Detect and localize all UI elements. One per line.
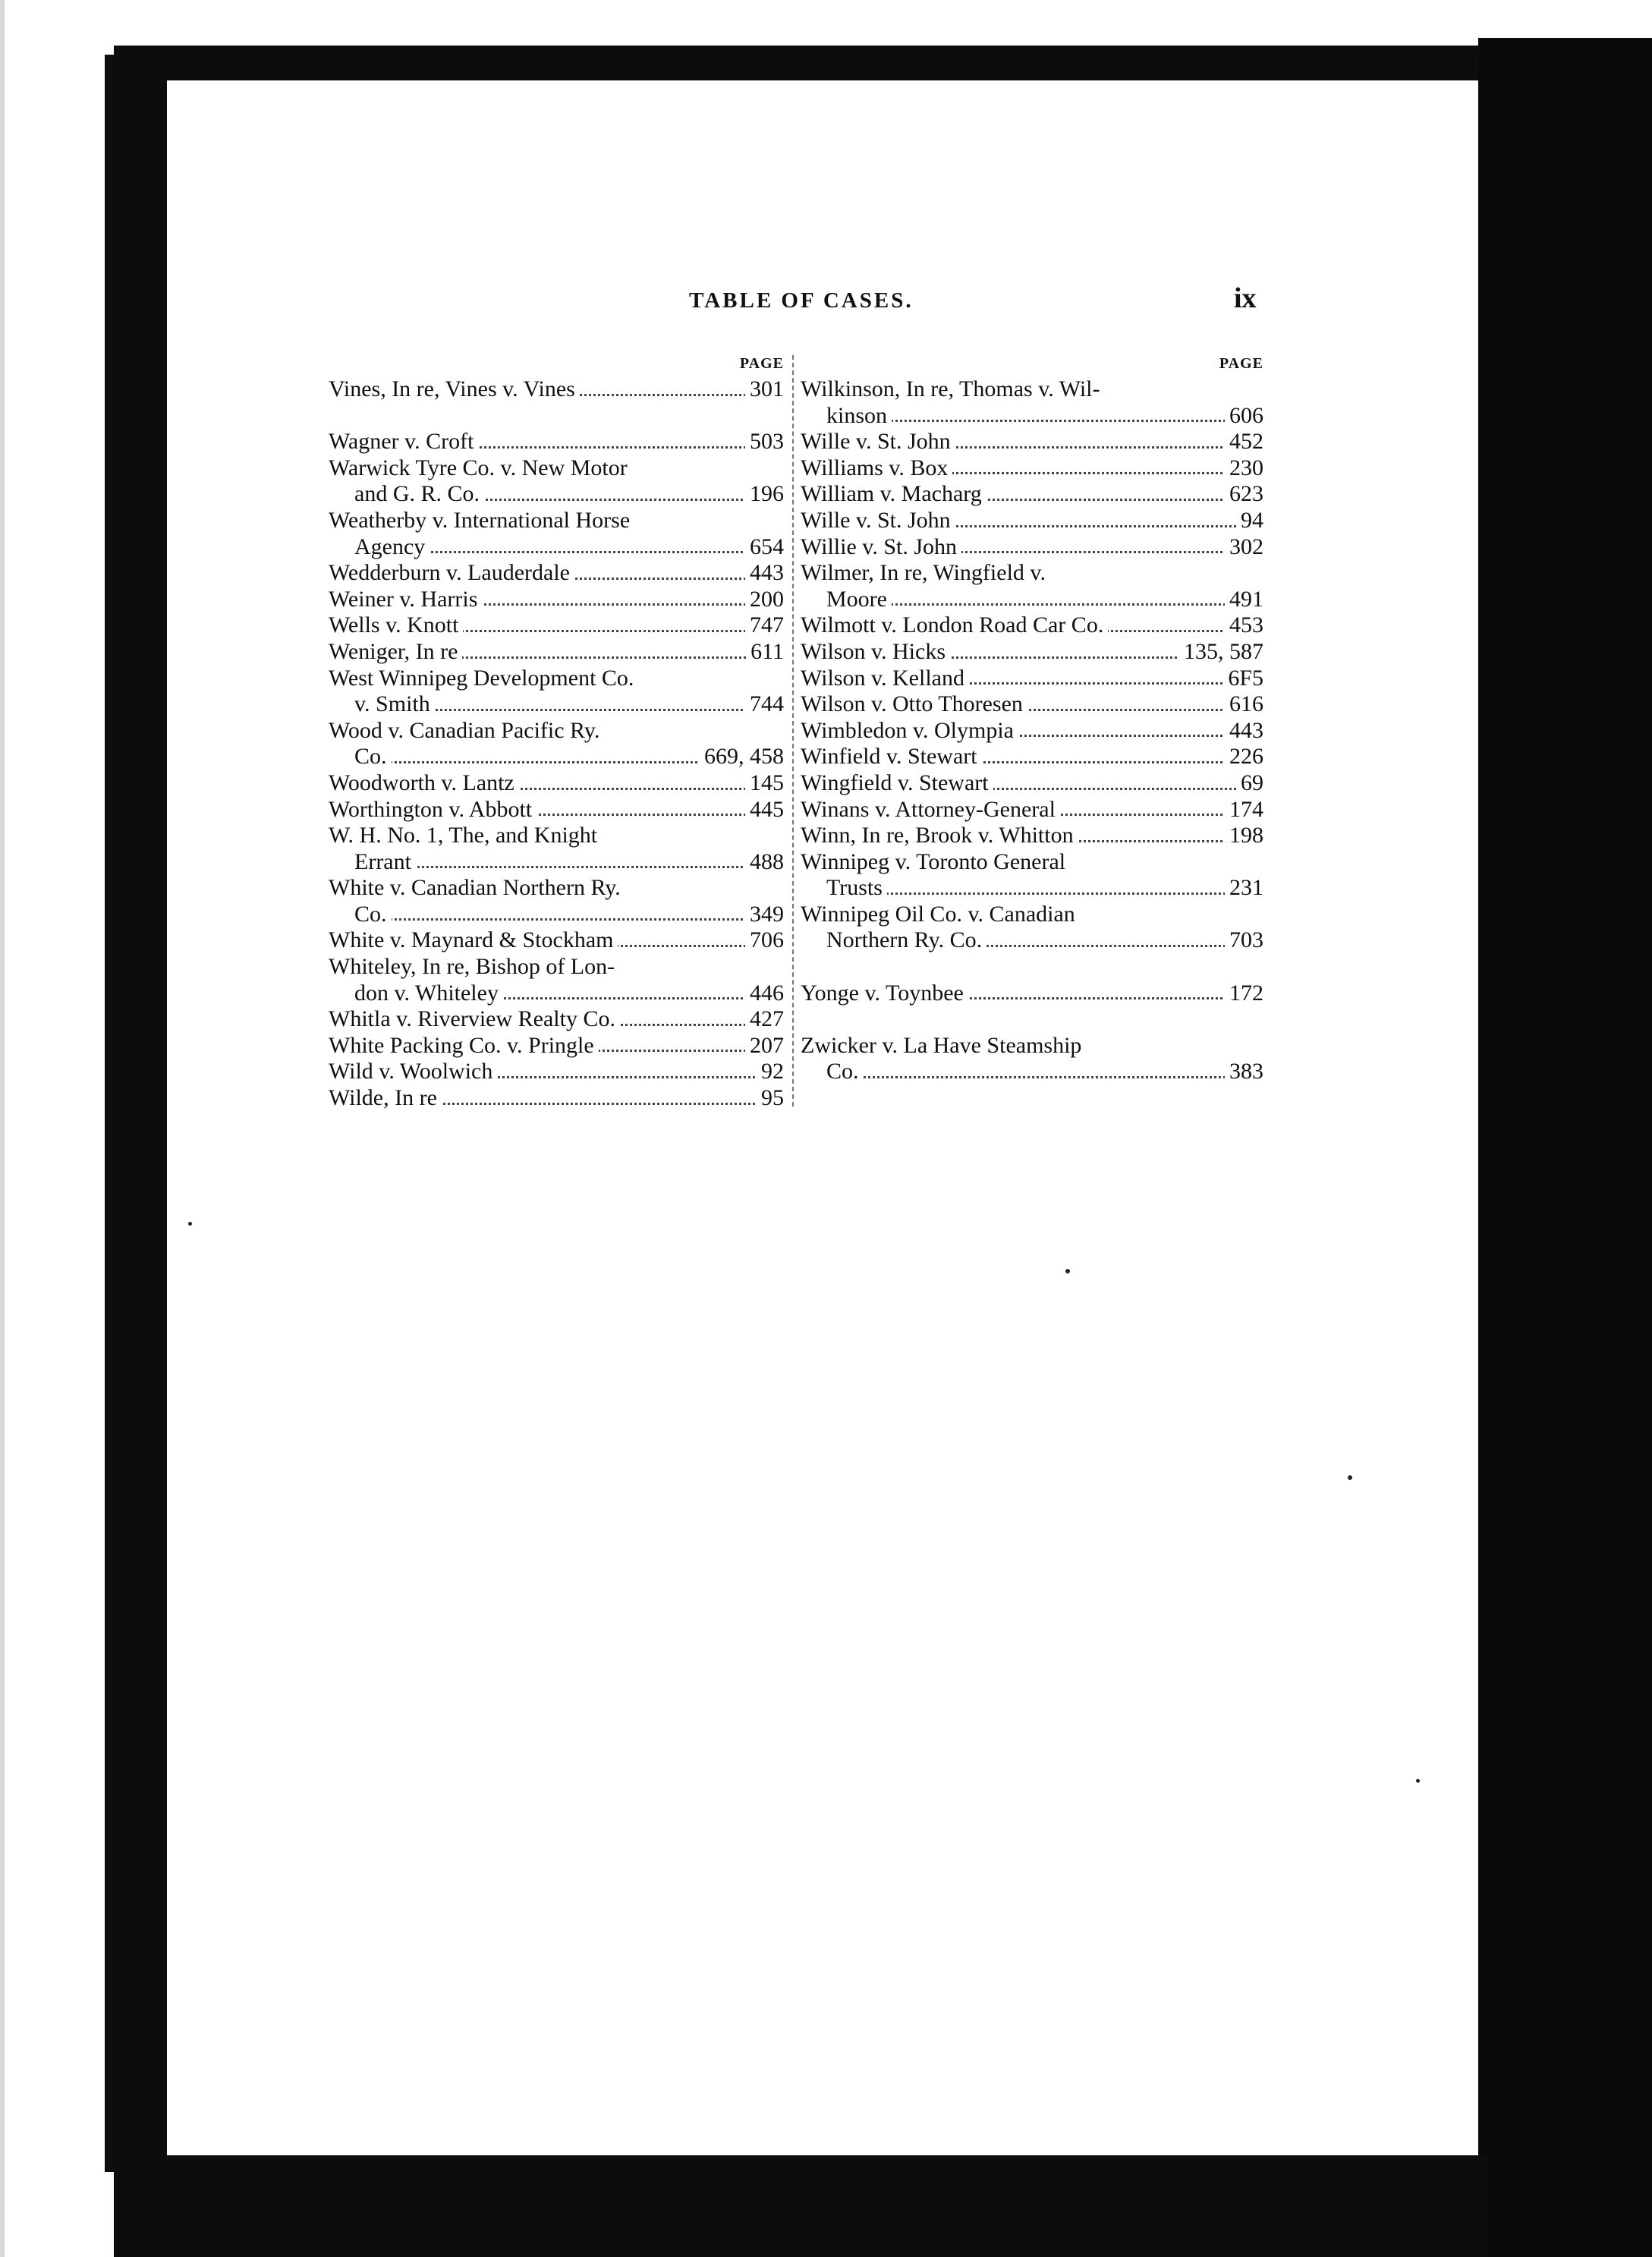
page-reference: 383 [1225,1059,1263,1085]
case-name-line [801,823,1263,849]
case-name: Yonge v. Toynbee [801,981,968,1006]
case-entry [329,639,784,666]
case-entry [801,823,1263,849]
scan-speck [1348,1475,1352,1480]
case-name-line [329,508,784,534]
page-reference: 452 [1225,429,1263,455]
case-name-continuation [329,534,784,561]
case-name-line [329,1033,784,1059]
case-name-continuation [329,902,784,928]
page-reference: 198 [1225,823,1263,849]
entry-gap [329,403,784,430]
case-entry [329,797,784,823]
page-reference: 6F5 [1223,666,1263,692]
page-reference: 654 [745,534,784,561]
case-entry [801,612,1263,639]
case-name: Co. [354,902,392,927]
case-name: Weatherby v. International Horse [329,508,634,533]
case-name-line [801,981,1263,1007]
page-reference: 445 [745,797,784,823]
case-name: Co. [354,744,392,769]
case-entry [329,823,784,875]
case-name-line [801,849,1263,876]
case-name: W. H. No. 1, The, and Knight [329,823,602,848]
column-divider [792,355,794,1106]
page-reference: 703 [1225,927,1263,954]
case-name-line [801,455,1263,482]
case-entry [801,508,1263,534]
case-name-line [329,666,784,692]
case-name: Zwicker v. La Have Steamship [801,1033,1086,1058]
page-reference: 94 [1236,508,1263,534]
case-entry [329,1033,784,1059]
case-name: Errant [354,849,416,874]
page-reference: 606 [1225,403,1263,430]
scan-speck [188,1222,192,1226]
case-name: Williams v. Box [801,455,952,480]
page-reference: 145 [745,770,784,797]
case-entry [801,902,1263,954]
case-name: v. Smith [354,691,435,716]
case-entry [329,718,784,770]
case-name: Winnipeg v. Toronto General [801,849,1070,874]
dot-leader [826,892,1263,895]
page-reference: 349 [745,902,784,928]
case-name: Wedderburn v. Lauderdale [329,560,574,585]
case-name: Warwick Tyre Co. v. New Motor [329,455,632,480]
index-column-left [329,351,784,1112]
case-name: Weniger, In re [329,639,462,664]
page-reference: 747 [745,612,784,639]
case-name-continuation [329,849,784,876]
scan-speck [1065,1269,1070,1273]
case-name-continuation [801,927,1263,954]
page-reference: 95 [757,1085,784,1112]
case-entry [329,612,784,639]
case-name: Winfield v. Stewart [801,744,982,769]
case-name-continuation [329,981,784,1007]
case-name: Wimbledon v. Olympia [801,718,1018,743]
case-entry [801,744,1263,770]
case-name: Wilson v. Kelland [801,666,969,691]
case-name-line [801,429,1263,455]
case-entry [329,1006,784,1033]
case-entry [801,560,1263,612]
scan-border-bottom [114,2155,1487,2257]
case-name-continuation [801,403,1263,430]
case-name-line [329,376,784,403]
case-name-line [801,902,1263,928]
case-name: Co. [826,1059,864,1084]
dot-leader [826,603,1263,606]
case-name: Vines, In re, Vines v. Vines [329,376,580,401]
case-name-line [329,718,784,744]
page-reference: 611 [746,639,784,666]
case-entry [329,1085,784,1112]
running-title: TABLE OF CASES. [689,288,914,313]
case-entry [801,691,1263,718]
case-name-line [329,1085,784,1112]
page-reference: 503 [745,429,784,455]
page-reference: 231 [1225,875,1263,902]
case-name-line [801,718,1263,744]
case-entry [801,639,1263,666]
case-name: don v. Whiteley [354,981,503,1006]
page-column-heading: PAGE [1219,355,1263,372]
case-entry [329,587,784,613]
case-name-line [329,954,784,981]
scan-edge [0,0,5,2257]
case-name: Willie v. St. John [801,534,961,559]
case-name-line [801,691,1263,718]
case-name: Northern Ry. Co. [826,927,986,952]
entry-list-right [801,376,1263,1085]
case-entry [801,429,1263,455]
case-name: Whitla v. Riverview Realty Co. [329,1006,620,1031]
case-name-line [801,508,1263,534]
case-entry [801,770,1263,797]
case-entry [801,1033,1263,1085]
page-reference: 623 [1225,481,1263,508]
case-name: Woodworth v. Lantz [329,770,519,795]
page-reference: 200 [745,587,784,613]
entry-gap [801,954,1263,981]
case-name-line [801,666,1263,692]
entry-list-left [329,376,784,1112]
page-reference: 174 [1225,797,1263,823]
page-column-heading: PAGE [739,355,784,372]
case-name: Trusts [826,875,887,900]
case-name: Agency [354,534,430,559]
page-reference: 488 [745,849,784,876]
page-reference: 616 [1225,691,1263,718]
case-name: Wagner v. Croft [329,429,478,454]
case-name-line [329,797,784,823]
case-name-continuation [329,481,784,508]
dot-leader [826,1076,1263,1078]
case-name: Wild v. Woolwich [329,1059,497,1084]
case-name-line [801,534,1263,561]
case-name: Wells v. Knott [329,612,463,637]
case-name-line [329,770,784,797]
case-name: Wille v. St. John [801,429,955,454]
case-name: Winans v. Attorney-General [801,797,1060,822]
case-name-line [801,1033,1263,1059]
case-name: West Winnipeg Development Co. [329,666,638,691]
scan-border-top [114,46,1518,80]
case-name: Wilmer, In re, Wingfield v. [801,560,1050,585]
scan-border-left [105,55,167,2172]
page-reference: 491 [1225,587,1263,613]
case-name-line [801,560,1263,587]
case-name-line [329,587,784,613]
case-name: Worthington v. Abbott [329,797,537,822]
case-name-line [801,612,1263,639]
page-reference: 427 [745,1006,784,1033]
case-name: Wood v. Canadian Pacific Ry. [329,718,604,743]
case-name: White v. Maynard & Stockham [329,927,618,952]
case-name: Winn, In re, Brook v. Whitton [801,823,1078,848]
case-entry [329,376,784,403]
case-entry [801,481,1263,508]
case-entry [329,560,784,587]
case-name-line [801,376,1263,403]
scan-speck [1416,1779,1420,1783]
case-name: and G. R. Co. [354,481,484,506]
case-name-line [801,481,1263,508]
case-name-line [329,1059,784,1085]
case-name-continuation [801,875,1263,902]
case-name-line [329,875,784,902]
case-entry [801,718,1263,744]
case-name-line [801,639,1263,666]
case-entry [329,666,784,718]
case-entry [801,666,1263,692]
case-name-continuation [329,691,784,718]
case-entry [801,376,1263,429]
case-entry [801,455,1263,482]
case-name-continuation [801,1059,1263,1085]
page-reference: 301 [745,376,784,403]
case-entry [329,954,784,1006]
page-reference: 92 [757,1059,784,1085]
case-entry [329,875,784,927]
case-name-continuation [801,587,1263,613]
page-reference: 443 [1225,718,1263,744]
page-reference: 135, 587 [1179,639,1263,666]
case-name: Wilkinson, In re, Thomas v. Wil- [801,376,1104,401]
case-name: Winnipeg Oil Co. v. Canadian [801,902,1080,927]
case-name: Wilson v. Hicks [801,639,950,664]
case-entry [801,797,1263,823]
case-entry [801,849,1263,902]
page-reference: 446 [745,981,784,1007]
index-column-right [801,351,1263,1085]
case-entry [329,770,784,797]
page-reference: 669, 458 [700,744,784,770]
page-reference: 172 [1225,981,1263,1007]
case-name-line [329,823,784,849]
case-name-line [801,797,1263,823]
case-name: Wilmott v. London Road Car Co. [801,612,1108,637]
dot-leader [826,420,1263,422]
page-reference: 230 [1225,455,1263,482]
page-reference: 69 [1236,770,1263,797]
case-name-line [329,612,784,639]
case-entry [329,508,784,560]
case-name: Wilde, In re [329,1085,442,1110]
page-reference: 453 [1225,612,1263,639]
scan-border-right [1478,38,1652,2257]
page-reference: 706 [745,927,784,954]
page-reference: 207 [745,1033,784,1059]
case-name-line [329,639,784,666]
dot-leader [354,918,784,921]
case-name: Wingfield v. Stewart [801,770,993,795]
case-name: Wilson v. Otto Thoresen [801,691,1027,716]
case-name: Weiner v. Harris [329,587,482,612]
case-name-line [329,429,784,455]
case-name-line [329,927,784,954]
case-name: Wille v. St. John [801,508,955,533]
case-name-line [329,560,784,587]
case-name: White v. Canadian Northern Ry. [329,875,625,900]
case-name-line [801,770,1263,797]
case-name: Whiteley, In re, Bishop of Lon- [329,954,619,979]
case-entry [329,455,784,508]
case-entry [329,927,784,954]
case-name: Moore [826,587,892,612]
page-number: ix [1234,282,1257,314]
page-reference: 744 [745,691,784,718]
case-name-continuation [329,744,784,770]
case-entry [801,981,1263,1007]
case-name: William v. Macharg [801,481,986,506]
page-reference: 443 [745,560,784,587]
case-name-line [329,455,784,482]
case-name-line [329,1006,784,1033]
case-name: White Packing Co. v. Pringle [329,1033,599,1058]
case-entry [329,429,784,455]
page-reference: 302 [1225,534,1263,561]
page-reference: 196 [745,481,784,508]
page-reference: 226 [1225,744,1263,770]
case-entry [801,534,1263,561]
case-name-line [801,744,1263,770]
case-name: kinson [826,403,892,428]
dot-leader [354,866,784,868]
case-entry [329,1059,784,1085]
entry-gap [801,1006,1263,1033]
